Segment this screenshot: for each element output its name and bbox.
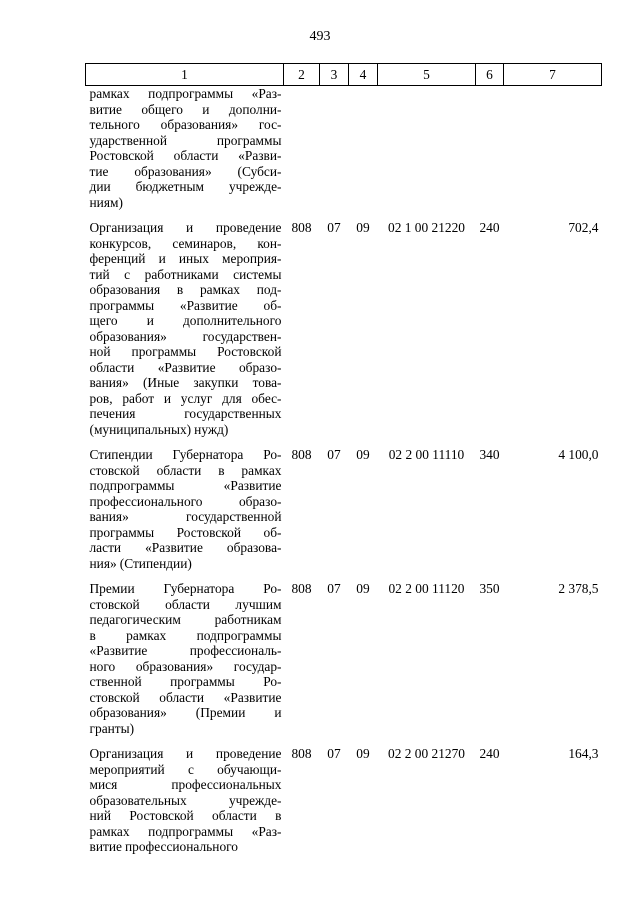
description-line: стовской области «Развитие <box>89 689 282 705</box>
description-line: щего и дополнительного <box>89 313 282 328</box>
description-line: педагогическим работникам <box>89 612 282 627</box>
table-row <box>86 86 602 211</box>
row-amount <box>504 86 602 211</box>
column-number-header <box>86 64 602 86</box>
description-line: «Развитие профессиональ- <box>89 643 282 658</box>
row-expense-type <box>476 86 504 211</box>
row-section-code: 07 <box>327 581 341 596</box>
description-line: Стипендии Губернатора Ро- <box>89 447 282 462</box>
description-line: (муниципальных) нужд) <box>89 421 229 437</box>
row-description <box>86 447 284 571</box>
description-line: в рамках подпрограммы <box>89 627 282 643</box>
description-line: ров, работ и услуг для обес- <box>89 390 282 406</box>
description-line: стовской области лучшим <box>89 596 282 612</box>
description-line: ственной программы Ро- <box>89 674 282 689</box>
column-header-3: 3 <box>320 64 349 86</box>
description-line: ниям) <box>89 194 123 210</box>
row-amount: 4 100,0 <box>558 447 599 462</box>
description-line: дии бюджетным учрежде- <box>89 179 282 194</box>
description-line: программы Ростовской об- <box>89 524 282 540</box>
row-spacer-cell <box>86 736 602 746</box>
row-spacer-cell <box>86 437 602 447</box>
row-subsection-code: 09 <box>356 581 370 596</box>
description-line: Организация и проведение <box>89 746 282 761</box>
description-line: Премии Губернатора Ро- <box>89 581 282 596</box>
description-line: области «Развитие образо- <box>89 359 282 375</box>
row-expense-type: 240 <box>479 220 500 235</box>
description-line: Организация и проведение <box>89 220 282 235</box>
page-number: 493 <box>309 29 331 44</box>
row-section-code: 07 <box>327 746 341 761</box>
row-spacer <box>86 736 602 746</box>
row-subsection-code: 09 <box>356 220 370 235</box>
row-amount: 164,3 <box>568 746 599 761</box>
row-expense-type: 240 <box>479 746 500 761</box>
column-header-6: 6 <box>476 64 504 86</box>
row-target-article <box>378 86 476 211</box>
description-line: ференций и иных мероприя- <box>89 251 282 266</box>
description-line: печения государственных <box>89 406 282 421</box>
row-description <box>86 581 284 736</box>
description-line: тий с работниками системы <box>89 266 282 282</box>
row-spacer-cell <box>86 571 602 581</box>
description-line: конкурсов, семинаров, кон- <box>89 235 282 251</box>
row-subsection-code <box>349 86 378 211</box>
description-line: тельного образования» гос- <box>89 117 282 132</box>
table-row <box>86 746 602 855</box>
row-expense-type: 350 <box>479 581 500 596</box>
description-line: образования» (Премии и <box>89 705 282 720</box>
description-line: программы «Развитие об- <box>89 297 282 313</box>
row-subsection-code: 09 <box>356 447 370 462</box>
row-spacer <box>86 437 602 447</box>
description-line: гранты) <box>89 720 135 736</box>
row-ministry-code: 808 <box>291 746 312 761</box>
column-header-5: 5 <box>378 64 476 86</box>
description-line: витие общего и дополни- <box>89 101 282 117</box>
row-section-code: 07 <box>327 447 341 462</box>
description-line: рамках подпрограммы «Раз- <box>89 823 282 839</box>
row-description <box>86 220 284 437</box>
row-target-article: 02 2 00 11110 <box>388 447 465 462</box>
row-spacer <box>86 571 602 581</box>
description-line: образования» государствен- <box>89 328 282 344</box>
column-header-2: 2 <box>284 64 320 86</box>
row-section-code <box>320 86 349 211</box>
row-target-article: 02 2 00 11120 <box>388 581 465 596</box>
row-target-article: 02 1 00 21220 <box>388 220 465 235</box>
column-header-1: 1 <box>86 64 284 86</box>
description-line: ласти «Развитие образова- <box>89 540 282 555</box>
description-line: витие профессионального <box>89 839 238 854</box>
row-description <box>86 746 284 855</box>
row-expense-type: 340 <box>479 447 500 462</box>
description-line: стовской области в рамках <box>89 462 282 478</box>
description-line: ударственной программы <box>89 132 282 148</box>
table-row <box>86 220 602 437</box>
description-line: ния» (Стипендии) <box>89 555 192 571</box>
description-line: мероприятий с обучающи- <box>89 761 282 777</box>
table-row <box>86 581 602 736</box>
row-amount: 2 378,5 <box>558 581 599 596</box>
budget-table <box>85 63 602 855</box>
description-line: вания» (Иные закупки това- <box>89 375 282 390</box>
column-header-4: 4 <box>349 64 378 86</box>
table-row <box>86 447 602 571</box>
description-line: ной программы Ростовской <box>89 344 282 359</box>
row-ministry-code: 808 <box>291 447 312 462</box>
description-line: тие образования» (Субси- <box>89 163 282 179</box>
column-header-7: 7 <box>504 64 602 86</box>
row-ministry-code: 808 <box>291 581 312 596</box>
description-line: подпрограммы «Развитие <box>89 478 282 493</box>
row-target-article: 02 2 00 21270 <box>388 746 465 761</box>
description-line: вания» государственной <box>89 509 282 524</box>
description-line: ного образования» государ- <box>89 658 282 674</box>
row-amount: 702,4 <box>568 220 599 235</box>
description-line: образования в рамках под- <box>89 282 282 297</box>
row-section-code: 07 <box>327 220 341 235</box>
row-spacer <box>86 210 602 220</box>
description-line: Ростовской области «Разви- <box>89 148 282 163</box>
row-subsection-code: 09 <box>356 746 370 761</box>
description-line: рамках подпрограммы «Раз- <box>89 86 282 101</box>
row-spacer-cell <box>86 210 602 220</box>
description-line: мися профессиональных <box>89 777 282 792</box>
row-ministry-code <box>284 86 320 211</box>
description-line: образовательных учрежде- <box>89 792 282 808</box>
row-description <box>86 86 284 211</box>
description-line: ний Ростовской области в <box>89 808 282 823</box>
description-line: профессионального образо- <box>89 493 282 509</box>
row-ministry-code: 808 <box>291 220 312 235</box>
